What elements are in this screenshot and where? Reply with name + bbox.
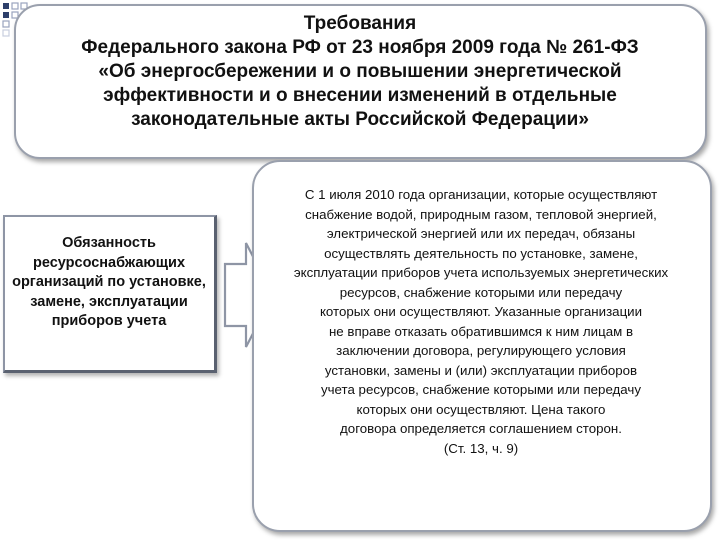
requirement-line: которых они осуществляют. Указанные организации [319,304,643,319]
obligation-line: организаций по установке, [12,274,206,290]
requirement-text [250,185,712,458]
requirement-line: установки, замены и (или) эксплуатации приборов [324,362,638,378]
obligation-line: ресурсоснабжающих [32,254,186,271]
requirement-line: осуществлять деятельность по установке, замене, [324,245,638,261]
requirement-line: не вправе отказать обратившимся к ним лицам в [328,323,634,339]
page-title [20,12,700,132]
requirement-line: заключении договора, регулирующего условия [336,343,626,358]
obligation-line: замене, эксплуатации [30,293,188,310]
requirement-line: ресурсов, снабжение которыми или передачу [339,284,623,300]
obligation-text [0,234,218,332]
obligation-line: приборов учета [51,313,167,329]
requirement-line: С 1 июля 2010 года организации, которые осуществляют [304,187,658,202]
title-line: эффективности и о внесении изменений в отдельные [103,85,617,106]
requirement-line: которых они осуществляют. Цена такого [356,401,606,417]
requirement-line: электрической энергией или их передач, обязаны [326,226,636,241]
title-line: Федерального закона РФ от 23 ноября 2009 года № 261-ФЗ [81,37,639,58]
title-line: «Об энергосбережении и о повышении энергетической [98,61,622,82]
obligation-line: Обязанность [62,235,156,251]
title-line: законодательные акты Российской Федерации» [131,109,589,130]
requirement-line: эксплуатации приборов учета используемых энергетических [293,265,669,280]
title-line: Требования [303,13,417,34]
requirement-line: учета ресурсов, снабжение которыми или передачу [320,382,641,397]
requirement-line: снабжение водой, природным газом, тепловой энергией, [305,206,657,222]
article-reference: (Ст. 13, ч. 9) [443,440,519,456]
requirement-line: договора определяется соглашением сторон. [340,421,622,436]
